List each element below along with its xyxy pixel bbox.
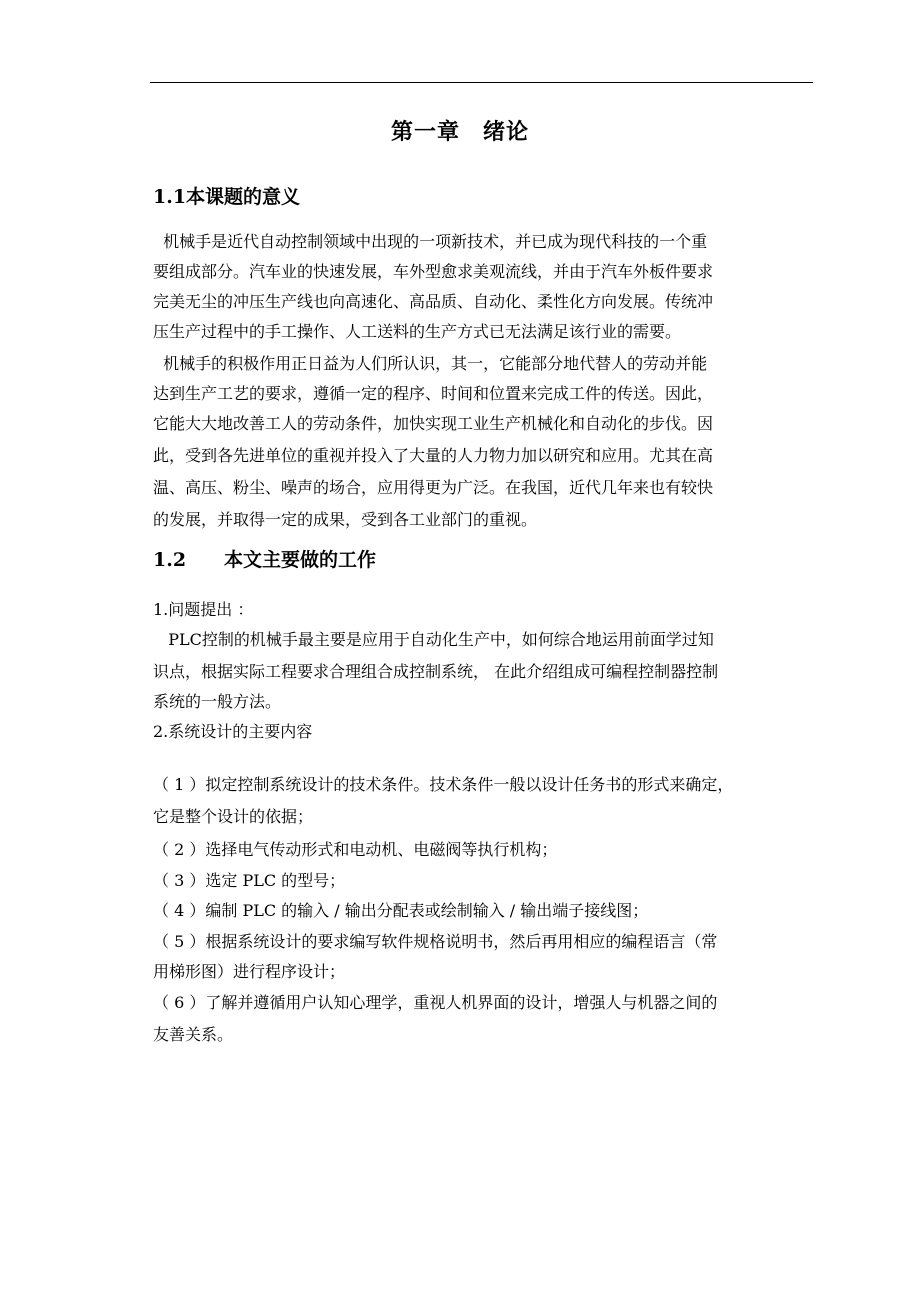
paragraph-line: 2.系统设计的主要内容 xyxy=(153,722,313,741)
section-heading-1-1: 1.1本课题的意义 xyxy=(153,186,301,208)
paragraph-line: 的发展，并取得一定的成果，受到各工业部门的重视。 xyxy=(153,510,538,529)
paragraph-line: 完美无尘的冲压生产线也向高速化、高品质、自动化、柔性化方向发展。传统冲 xyxy=(153,292,714,311)
list-item-line: （ 6 ）了解并遵循用户认知心理学，重视人机界面的设计，增强人与机器之间的 xyxy=(153,993,718,1012)
list-item-line: （ 1 ）拟定控制系统设计的技术条件。技术条件一般以设计任务书的形式来确定， xyxy=(153,775,734,794)
paragraph-line: 1.问题提出 ： xyxy=(153,600,254,619)
list-item-line: （ 4 ）编制 PLC 的输入 / 输出分配表或绘制输入 / 输出端子接线图； xyxy=(153,901,649,920)
paragraph-line: 识点，根据实际工程要求合理组合成控制系统， 在此介绍组成可编程控制器控制 xyxy=(153,662,719,681)
list-item-line: （ 3 ）选定 PLC 的型号； xyxy=(153,871,346,890)
paragraph-line: PLC控制的机械手最主要是应用于自动化生产中，如何综合地运用前面学过知 xyxy=(153,630,714,649)
paragraph-line: 压生产过程中的手工操作、人工送料的生产方式已无法满足该行业的需要。 xyxy=(153,322,682,341)
list-item-line: 用梯形图）进行程序设计； xyxy=(153,962,346,981)
header-rule xyxy=(150,82,813,83)
paragraph-line: 机械手的积极作用正日益为人们所认识，其一，它能部分地代替人的劳动并能 xyxy=(153,354,708,373)
paragraph-line: 此，受到各先进单位的重视并投入了大量的人力物力加以研究和应用。尤其在高 xyxy=(153,446,714,465)
list-item-line: （ 2 ）选择电气传动形式和电动机、电磁阀等执行机构； xyxy=(153,840,558,859)
list-item-line: （ 5 ）根据系统设计的要求编写软件规格说明书，然后再用相应的编程语言（常 xyxy=(153,932,718,951)
paragraph-line: 要组成部分。汽车业的快速发展，车外型愈求美观流线，并由于汽车外板件要求 xyxy=(153,262,714,281)
paragraph-line: 系统的一般方法。 xyxy=(153,692,282,711)
list-item-line: 它是整个设计的依据； xyxy=(153,807,314,826)
paragraph-line: 它能大大地改善工人的劳动条件，加快实现工业生产机械化和自动化的步伐。因 xyxy=(153,414,714,433)
paragraph-line: 机械手是近代自动控制领域中出现的一项新技术，并已成为现代科技的一个重 xyxy=(153,232,708,251)
paragraph-line: 达到生产工艺的要求，遵循一定的程序、时间和位置来完成工件的传送。因此， xyxy=(153,384,714,403)
list-item-line: 友善关系。 xyxy=(153,1025,234,1044)
chapter-title: 第一章 绪论 xyxy=(390,119,529,145)
section-heading-1-2: 1.2 本文主要做的工作 xyxy=(153,549,377,571)
paragraph-line: 温、高压、粉尘、噪声的场合，应用得更为广泛。在我国，近代几年来也有较快 xyxy=(153,478,714,497)
